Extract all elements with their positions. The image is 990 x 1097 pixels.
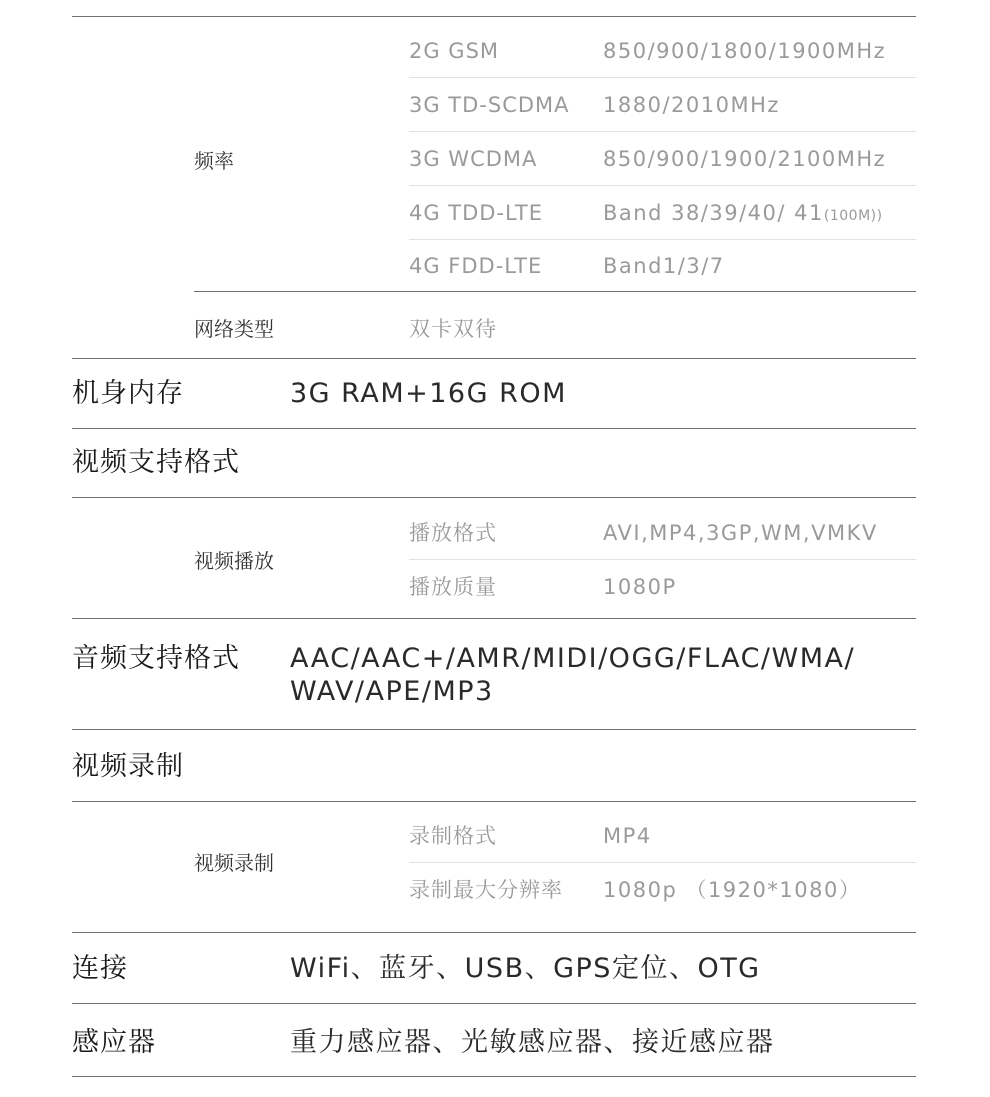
audio-formats-line1: AAC/AAC+/AMR/MIDI/OGG/FLAC/WMA/ (290, 643, 856, 674)
divider-frequency-end (194, 291, 916, 292)
playback-format-value: AVI,MP4,3GP,WM,VMKV (603, 521, 878, 545)
video-recording-label: 视频录制 (72, 751, 184, 782)
row-divider (409, 239, 916, 240)
recording-format-value: MP4 (603, 824, 652, 848)
divider-bottom (72, 1076, 916, 1077)
divider-audio-end (72, 729, 916, 730)
divider-memory-end (72, 428, 916, 429)
freq-value-4g-tdd-lte (603, 203, 883, 224)
connectivity-label: 连接 (72, 953, 128, 984)
row-divider (409, 185, 916, 186)
row-divider (409, 77, 916, 78)
divider-network-end (72, 358, 916, 359)
row-divider (409, 559, 916, 560)
divider-video-formats-title (72, 497, 916, 498)
divider-top (72, 16, 916, 17)
video-playback-label: 视频播放 (194, 549, 274, 573)
divider-video-recording-title (72, 801, 916, 802)
recording-resolution-key: 录制最大分辨率 (409, 878, 563, 902)
freq-key-4g-tdd-lte: 4G TDD-LTE (409, 201, 543, 225)
connectivity-value: WiFi、蓝牙、USB、GPS定位、OTG (290, 953, 761, 984)
network-label: 网络类型 (194, 317, 274, 341)
video-formats-label: 视频支持格式 (72, 447, 240, 478)
divider-video-formats-end (72, 618, 916, 619)
row-divider (409, 862, 916, 863)
playback-format-key: 播放格式 (409, 521, 497, 545)
freq-key-3g-td-scdma: 3G TD-SCDMA (409, 93, 570, 117)
sensors-label: 感应器 (72, 1027, 156, 1058)
frequency-label: 频率 (194, 149, 234, 173)
freq-key-4g-fdd-lte: 4G FDD-LTE (409, 254, 543, 278)
freq-value-4g-tdd-lte-note: (100M)) (823, 208, 883, 224)
freq-value-3g-td-scdma: 1880/2010MHz (603, 93, 780, 117)
freq-value-4g-tdd-lte-bands: Band 38/39/40/ 41 (603, 201, 824, 225)
divider-video-recording-end (72, 932, 916, 933)
playback-quality-key: 播放质量 (409, 575, 497, 599)
freq-value-2g-gsm: 850/900/1800/1900MHz (603, 39, 887, 63)
sensors-value: 重力感应器、光敏感应器、接近感应器 (290, 1027, 775, 1058)
network-value: 双卡双待 (409, 317, 497, 341)
divider-connectivity-end (72, 1003, 916, 1004)
recording-resolution-value: 1080p （1920*1080） (603, 878, 862, 902)
memory-value: 3G RAM+16G ROM (290, 378, 567, 409)
video-recording-sub-label: 视频录制 (194, 851, 274, 875)
row-divider (409, 131, 916, 132)
freq-value-4g-fdd-lte: Band1/3/7 (603, 254, 725, 278)
recording-format-key: 录制格式 (409, 824, 497, 848)
freq-key-2g-gsm: 2G GSM (409, 39, 500, 63)
freq-value-3g-wcdma: 850/900/1900/2100MHz (603, 147, 887, 171)
playback-quality-value: 1080P (603, 575, 677, 599)
memory-label: 机身内存 (72, 378, 184, 409)
freq-key-3g-wcdma: 3G WCDMA (409, 147, 538, 171)
audio-formats-line2: WAV/APE/MP3 (290, 676, 494, 707)
audio-formats-label: 音频支持格式 (72, 643, 240, 674)
